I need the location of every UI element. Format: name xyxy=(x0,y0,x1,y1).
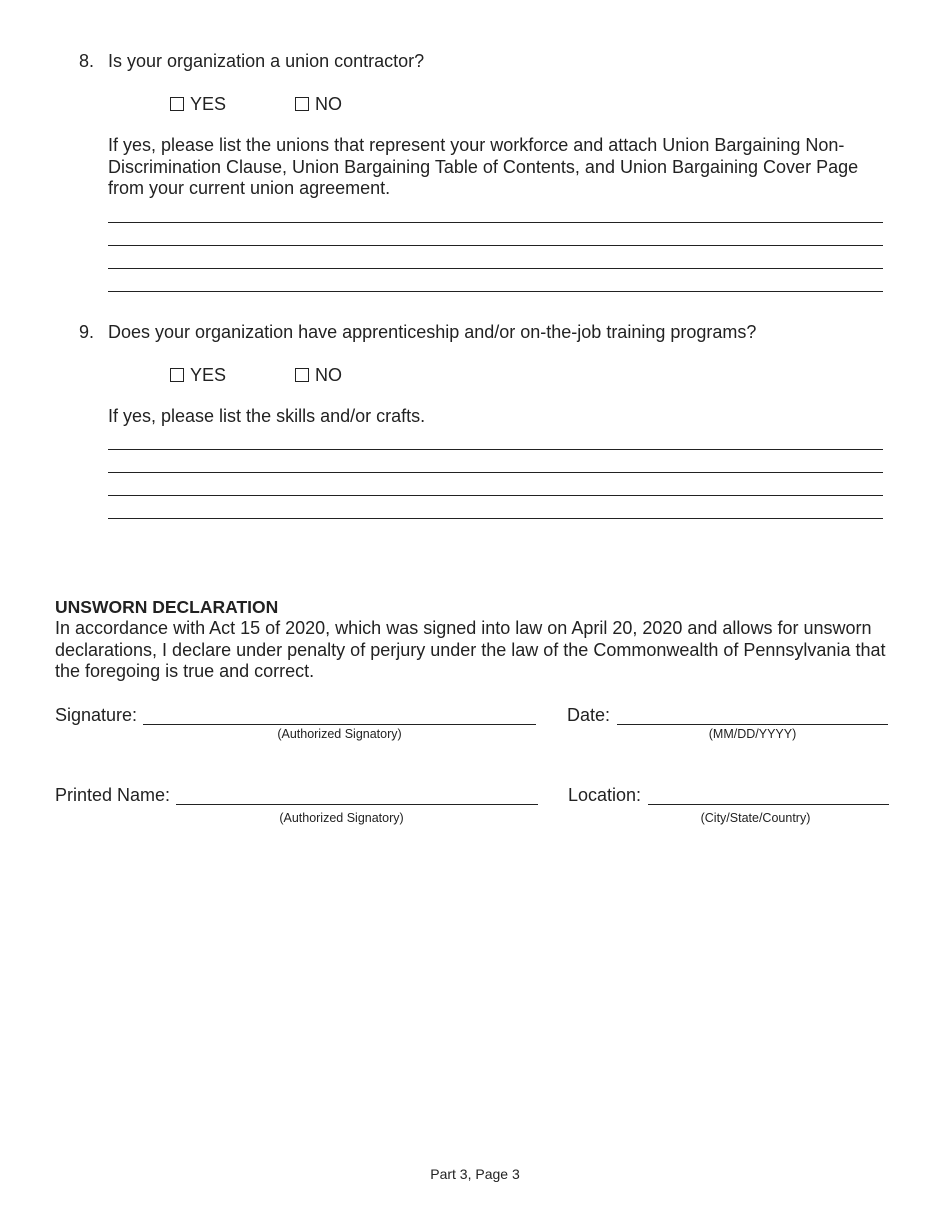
q8-yes-option[interactable] xyxy=(170,93,226,115)
q9-answer-line-4[interactable] xyxy=(108,518,883,519)
page-number: Part 3, Page 3 xyxy=(430,1166,520,1182)
q9-answer-line-1[interactable] xyxy=(108,449,883,450)
printed-name-field[interactable] xyxy=(176,804,538,805)
q9-answer-line-3[interactable] xyxy=(108,495,883,496)
question-8-text: Is your organization a union contractor? xyxy=(108,51,425,71)
signature-field[interactable] xyxy=(143,724,536,725)
question-9-text: Does your organization have apprenticeship and/or on-the-job training programs? xyxy=(108,322,757,342)
q9-instructions: If yes, please list the skills and/or crafts. xyxy=(108,406,426,426)
location-hint: (City/State/Country) xyxy=(700,811,811,825)
q8-answer-line-4[interactable] xyxy=(108,291,883,292)
q8-yes-checkbox[interactable] xyxy=(170,97,184,111)
q8-answer-line-3[interactable] xyxy=(108,268,883,269)
location-field[interactable] xyxy=(648,804,889,805)
q8-instructions: If yes, please list the unions that represent your workforce and attach Union Bargaining Non-Discrimination Clause, Union Bargaining Table of Contents, and Union Bargaining Cover Page from your current union agreement. xyxy=(108,135,859,198)
q9-yes-option[interactable] xyxy=(170,364,226,386)
printed-name-hint: (Authorized Signatory) xyxy=(279,811,404,825)
q8-answer-line-2[interactable] xyxy=(108,245,883,246)
q8-no-option[interactable] xyxy=(295,93,342,115)
q9-yes-checkbox[interactable] xyxy=(170,368,184,382)
declaration-text: In accordance with Act 15 of 2020, which was signed into law on April 20, 2020 and allows for unsworn declarations, I declare under penalty of perjury under the law of the Commonwealth of Pennsylvania that the foregoing is true and correct. xyxy=(55,618,886,681)
date-field[interactable] xyxy=(617,724,888,725)
q9-no-checkbox[interactable] xyxy=(295,368,309,382)
q8-no-checkbox[interactable] xyxy=(295,97,309,111)
question-9-number: 9. xyxy=(79,322,95,342)
signature-hint: (Authorized Signatory) xyxy=(277,727,402,741)
q9-yes-label: YES xyxy=(190,365,227,385)
printed-name-label: Printed Name: xyxy=(55,785,171,805)
location-label: Location: xyxy=(568,785,642,805)
question-8-number: 8. xyxy=(79,51,95,71)
date-label: Date: xyxy=(567,705,611,725)
date-hint: (MM/DD/YYYY) xyxy=(708,727,797,741)
q9-no-option[interactable] xyxy=(295,364,342,386)
q9-no-label: NO xyxy=(315,365,342,385)
q8-yes-label: YES xyxy=(190,94,227,114)
q8-no-label: NO xyxy=(315,94,342,114)
declaration-title: UNSWORN DECLARATION xyxy=(55,597,279,617)
q9-answer-line-2[interactable] xyxy=(108,472,883,473)
signature-label: Signature: xyxy=(55,705,138,725)
q8-answer-line-1[interactable] xyxy=(108,222,883,223)
